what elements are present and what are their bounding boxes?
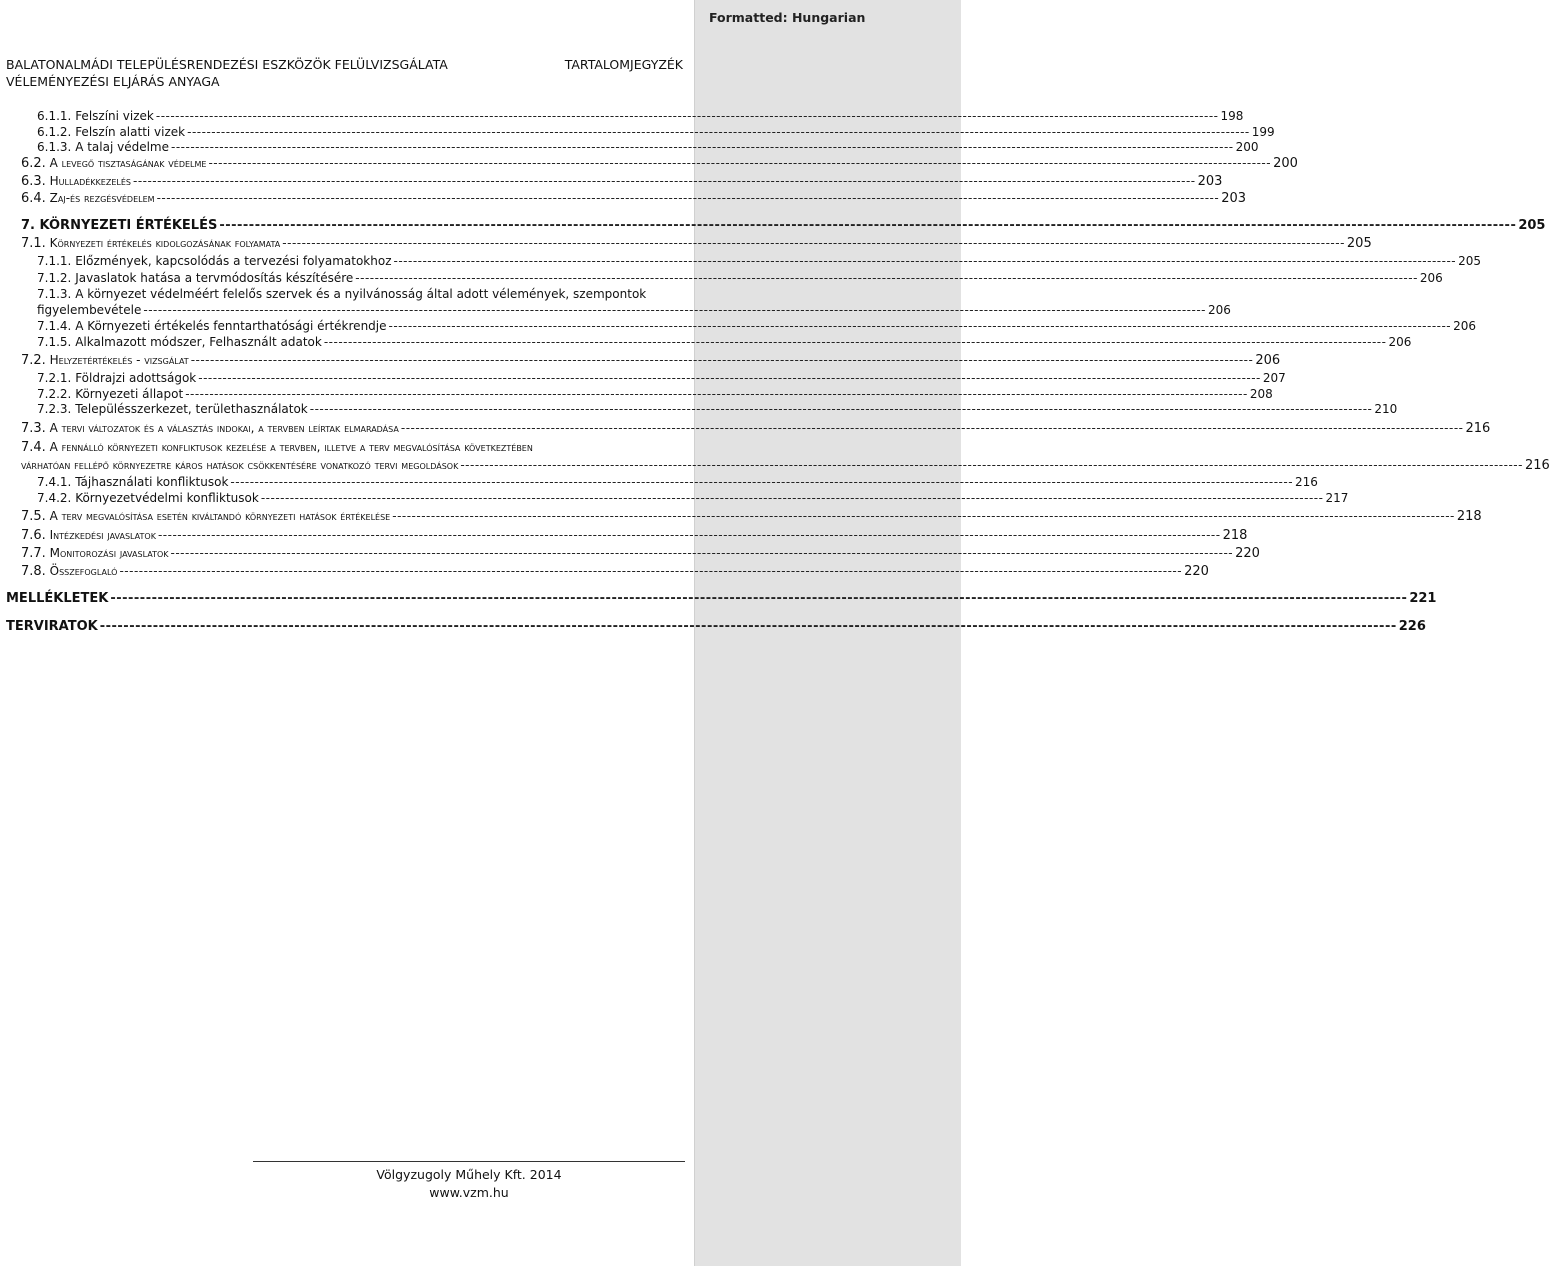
dot-leader: ---------------------------------------------------------------------------------------------------------------------------------------------------------------------------------------------------------------------------- <box>355 271 1418 285</box>
dot-leader: ---------------------------------------------------------------------------------------------------------------------------------------------------------------------------------------------------------------------------- <box>388 319 1452 333</box>
toc-entry-page: 206 <box>1453 319 1477 333</box>
toc-entry-page: 200 <box>1273 156 1298 171</box>
toc-entry-page: 216 <box>1465 421 1491 436</box>
toc-entry-title: MELLÉKLETEK <box>6 591 109 606</box>
toc-entry[interactable] <box>21 353 1281 368</box>
toc-entry-number: 6.1.3. <box>37 140 72 154</box>
dot-leader: ---------------------------------------------------------------------------------------------------------------------------------------------------------------------------------------------------------------------------- <box>187 125 1250 139</box>
toc-entry-title: Összefoglaló <box>49 564 118 578</box>
toc-entry[interactable] <box>6 591 1437 606</box>
footer-company: Völgyzugoly Műhely Kft. 2014 <box>376 1167 562 1182</box>
toc-entry-title: Hulladékkezelés <box>49 174 131 188</box>
toc-entry-title: Felszíni vizek <box>75 109 154 123</box>
toc-entry-page: 216 <box>1295 475 1318 489</box>
dot-leader: ---------------------------------------------------------------------------------------------------------------------------------------------------------------------------------------------------------------------------- <box>460 458 1523 472</box>
toc-entry-number: 7.1.1. <box>37 254 72 268</box>
toc-entry-page: 220 <box>1235 546 1260 561</box>
toc-entry-continuation[interactable] <box>37 303 1231 317</box>
toc-entry-title: A terv megvalósítása esetén kiváltandó környezeti hatások értékelése <box>49 509 391 523</box>
dot-leader: ---------------------------------------------------------------------------------------------------------------------------------------------------------------------------------------------------------------------------- <box>400 421 1464 435</box>
toc-entry-number: 7.4. <box>21 440 46 455</box>
toc-entry-title: Környezetvédelmi konfliktusok <box>75 491 259 505</box>
toc-entry[interactable] <box>21 440 683 455</box>
dot-leader: ---------------------------------------------------------------------------------------------------------------------------------------------------------------------------------------------------------------------------- <box>110 591 1408 606</box>
toc-entry-title: Intézkedési javaslatok <box>49 528 156 542</box>
header-title-line2: VÉLEMÉNYEZÉSI ELJÁRÁS ANYAGA <box>6 74 220 89</box>
toc-entry-page: 206 <box>1255 353 1281 368</box>
toc-entry-number: 7.5. <box>21 509 46 524</box>
toc-entry-title: TERVIRATOK <box>6 619 98 634</box>
toc-entry-title: Zaj-és rezgésvédelem <box>49 191 155 205</box>
toc-entry[interactable] <box>21 218 1546 233</box>
dot-leader: ---------------------------------------------------------------------------------------------------------------------------------------------------------------------------------------------------------------------------- <box>219 218 1517 233</box>
toc-entry-title: A fennálló környezeti konfliktusok kezelése a tervben, illetve a terv megvalósítása következtében <box>49 440 533 454</box>
toc-entry-page: 221 <box>1409 591 1437 606</box>
toc-entry[interactable] <box>37 335 1412 349</box>
footer-divider <box>253 1161 685 1162</box>
toc-entry-number: 7.2. <box>21 353 46 368</box>
toc-entry-page: 198 <box>1220 109 1244 123</box>
dot-leader: ---------------------------------------------------------------------------------------------------------------------------------------------------------------------------------------------------------------------------- <box>198 371 1261 385</box>
toc-entry[interactable] <box>37 287 683 301</box>
toc-entry-number: 7.3. <box>21 421 46 436</box>
toc-entry[interactable] <box>21 156 1298 171</box>
dot-leader: ---------------------------------------------------------------------------------------------------------------------------------------------------------------------------------------------------------------------------- <box>155 109 1219 123</box>
toc-entry-number: 7.7. <box>21 546 46 561</box>
toc-entry-page: 203 <box>1197 174 1223 189</box>
toc-entry-number: 7.2.3. <box>37 402 72 416</box>
dot-leader: ---------------------------------------------------------------------------------------------------------------------------------------------------------------------------------------------------------------------------- <box>260 491 1324 505</box>
toc-entry-number: 7.1.2. <box>37 271 72 285</box>
toc-entry-number: 7. <box>21 218 35 233</box>
toc-entry-number: 7.1.3. <box>37 287 72 301</box>
toc-entry-page: 203 <box>1221 191 1247 206</box>
toc-entry-title: Földrajzi adottságok <box>75 371 197 385</box>
toc-entry-page: 207 <box>1262 371 1286 385</box>
toc-entry[interactable] <box>37 491 1349 505</box>
toc-entry-number: 6.4. <box>21 191 46 206</box>
toc-entry-page: 217 <box>1325 491 1349 505</box>
toc-entry-title: Tájhasználati konfliktusok <box>75 475 229 489</box>
toc-entry-number: 6.1.1. <box>37 109 72 123</box>
toc-entry-page: 226 <box>1398 619 1426 634</box>
toc-entry-title: Alkalmazott módszer, Felhasznált adatok <box>75 335 322 349</box>
dot-leader: ---------------------------------------------------------------------------------------------------------------------------------------------------------------------------------------------------------------------------- <box>185 387 1248 401</box>
toc-entry[interactable] <box>37 109 1244 123</box>
toc-entry-number: 7.4.2. <box>37 491 72 505</box>
toc-entry-page: 210 <box>1374 402 1398 416</box>
toc-entry[interactable] <box>6 619 1426 634</box>
toc-entry[interactable] <box>37 475 1318 489</box>
toc-entry-number: 6.2. <box>21 156 46 171</box>
toc-entry-page: 206 <box>1419 271 1443 285</box>
toc-entry-page: 206 <box>1207 303 1231 317</box>
toc-entry[interactable] <box>37 254 1482 268</box>
toc-entry[interactable] <box>37 125 1275 139</box>
toc-entry-title: A tervi változatok és a választás indokai, a tervben leírtak elmaradása <box>49 421 399 435</box>
toc-entry-number: 7.1.5. <box>37 335 72 349</box>
dot-leader: ---------------------------------------------------------------------------------------------------------------------------------------------------------------------------------------------------------------------------- <box>171 140 1234 154</box>
toc-entry-continuation[interactable] <box>21 458 1550 473</box>
toc-entry-title: Környezeti értékelés kidolgozásának folyamata <box>49 236 281 250</box>
toc-entry-page: 200 <box>1235 140 1259 154</box>
toc-entry[interactable] <box>21 191 1247 206</box>
toc-entry-page: 199 <box>1251 125 1275 139</box>
toc-entry-number: 6.1.2. <box>37 125 72 139</box>
dot-leader: ---------------------------------------------------------------------------------------------------------------------------------------------------------------------------------------------------------------------------- <box>170 546 1234 560</box>
toc-entry-title: Településszerkezet, területhasználatok <box>75 402 308 416</box>
toc-entry-title: Helyzetértékelés - vizsgálat <box>49 353 189 367</box>
dot-leader: ---------------------------------------------------------------------------------------------------------------------------------------------------------------------------------------------------------------------------- <box>208 156 1272 170</box>
toc-entry-page: 218 <box>1222 528 1248 543</box>
toc-entry-title: A környezet védelméért felelős szervek és a nyilvánosság által adott vélemények, szempontok <box>75 287 647 301</box>
dot-leader: ---------------------------------------------------------------------------------------------------------------------------------------------------------------------------------------------------------------------------- <box>282 236 1345 250</box>
toc-entry-page: 205 <box>1458 254 1482 268</box>
toc-entry-page: 208 <box>1249 387 1273 401</box>
dot-leader: ---------------------------------------------------------------------------------------------------------------------------------------------------------------------------------------------------------------------------- <box>156 191 1220 205</box>
toc-entry-number: 7.2.1. <box>37 371 72 385</box>
toc-entry-number: 7.8. <box>21 564 46 579</box>
toc-entry[interactable] <box>37 402 1398 416</box>
dot-leader: ---------------------------------------------------------------------------------------------------------------------------------------------------------------------------------------------------------------------------- <box>230 475 1294 489</box>
toc-entry-number: 7.2.2. <box>37 387 72 401</box>
toc-entry[interactable] <box>21 509 1482 524</box>
toc-entry-page: 205 <box>1346 236 1372 251</box>
dot-leader: ---------------------------------------------------------------------------------------------------------------------------------------------------------------------------------------------------------------------------- <box>392 509 1455 523</box>
toc-entry[interactable] <box>21 528 1248 543</box>
dot-leader: ---------------------------------------------------------------------------------------------------------------------------------------------------------------------------------------------------------------------------- <box>309 402 1373 416</box>
toc-entry[interactable] <box>21 236 1372 251</box>
toc-entry-number: 7.1.4. <box>37 319 72 333</box>
dot-leader: ---------------------------------------------------------------------------------------------------------------------------------------------------------------------------------------------------------------------------- <box>132 174 1196 188</box>
toc-entry-title: Javaslatok hatása a tervmódosítás készítésére <box>75 271 354 285</box>
toc-entry-title: A levegő tisztaságának védelme <box>49 156 207 170</box>
toc-entry-title: Monitorozási javaslatok <box>49 546 169 560</box>
toc-entry-title: Felszín alatti vizek <box>75 125 186 139</box>
toc-entry-page: 220 <box>1184 564 1209 579</box>
toc-entry-number: 6.3. <box>21 174 46 189</box>
toc-entry-title: Előzmények, kapcsolódás a tervezési folyamatokhoz <box>75 254 392 268</box>
header-title-line1: BALATONALMÁDI TELEPÜLÉSRENDEZÉSI ESZKÖZÖK FELÜLVIZSGÁLATA <box>6 57 448 72</box>
format-note: Formatted: Hungarian <box>709 10 866 25</box>
dot-leader: ---------------------------------------------------------------------------------------------------------------------------------------------------------------------------------------------------------------------------- <box>99 619 1397 634</box>
toc-entry-number: 7.4.1. <box>37 475 72 489</box>
toc-entry[interactable] <box>37 271 1443 285</box>
toc-entry-number: 7.1. <box>21 236 46 251</box>
toc-entry-title: A talaj védelme <box>75 140 169 154</box>
toc-entry[interactable] <box>21 564 1209 579</box>
toc-entry-title: A Környezeti értékelés fenntarthatósági értékrendje <box>75 319 387 333</box>
header-section-title: TARTALOMJEGYZÉK <box>564 57 683 72</box>
toc-entry-title: KÖRNYEZETI ÉRTÉKELÉS <box>39 218 218 233</box>
dot-leader: ---------------------------------------------------------------------------------------------------------------------------------------------------------------------------------------------------------------------------- <box>157 528 1221 542</box>
toc-entry-number: 7.6. <box>21 528 46 543</box>
toc-entry-page: 206 <box>1388 335 1412 349</box>
footer-website: www.vzm.hu <box>429 1185 509 1200</box>
toc-entry[interactable] <box>37 319 1477 333</box>
toc-entry-page: 218 <box>1456 509 1482 524</box>
toc-entry-page: 205 <box>1518 218 1546 233</box>
toc-entry[interactable] <box>37 387 1273 401</box>
toc-entry[interactable] <box>21 421 1491 436</box>
dot-leader: ---------------------------------------------------------------------------------------------------------------------------------------------------------------------------------------------------------------------------- <box>323 335 1387 349</box>
dot-leader: ---------------------------------------------------------------------------------------------------------------------------------------------------------------------------------------------------------------------------- <box>119 564 1183 578</box>
toc-entry[interactable] <box>21 546 1260 561</box>
toc-entry-title: várhatóan fellépő környezetre káros hatások csökkentésére vonatkozó tervi megoldások <box>21 458 459 472</box>
toc-entry[interactable] <box>37 140 1259 154</box>
toc-entry-title: figyelembevétele <box>37 303 142 317</box>
dot-leader: ---------------------------------------------------------------------------------------------------------------------------------------------------------------------------------------------------------------------------- <box>393 254 1457 268</box>
toc-entry[interactable] <box>37 371 1286 385</box>
dot-leader: ---------------------------------------------------------------------------------------------------------------------------------------------------------------------------------------------------------------------------- <box>190 353 1254 367</box>
toc-entry[interactable] <box>21 174 1223 189</box>
dot-leader: ---------------------------------------------------------------------------------------------------------------------------------------------------------------------------------------------------------------------------- <box>143 303 1206 317</box>
toc-entry-title: Környezeti állapot <box>75 387 184 401</box>
toc-entry-page: 216 <box>1524 458 1550 473</box>
